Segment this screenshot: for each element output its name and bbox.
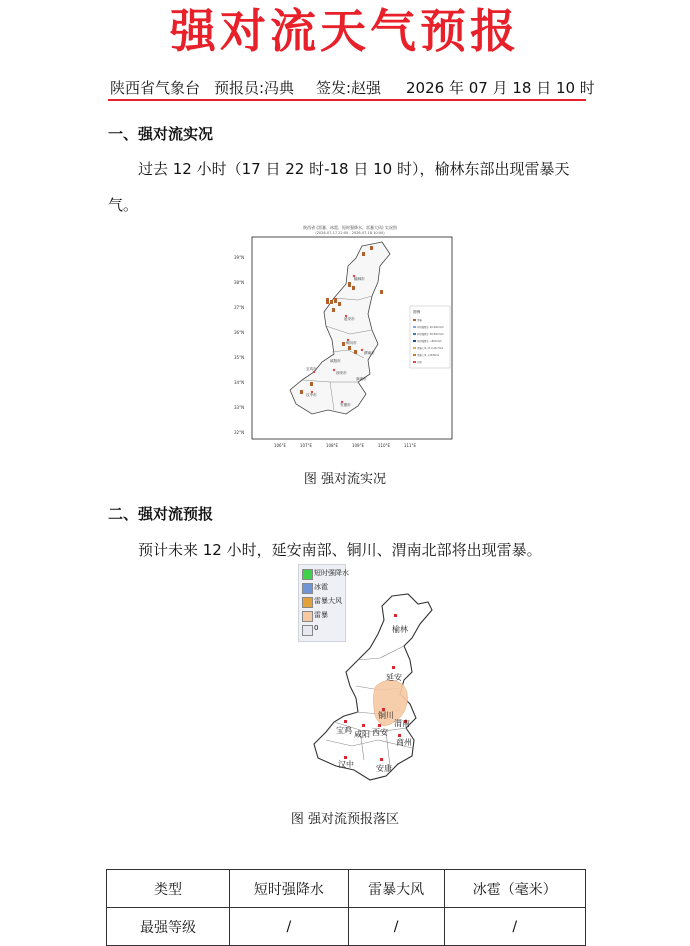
map-label-weinan: 渭南 <box>394 719 410 728</box>
map-label-ankang: 安康 <box>376 764 392 773</box>
legend-label: 雷暴大风 <box>314 597 342 605</box>
map1-city-label: 安康市 <box>340 403 351 407</box>
legend-title: 图例 <box>413 310 421 314</box>
lat-label: 39°N <box>234 255 245 260</box>
observed-map-title: 陕西省 (雷暴、冰雹、短时强降水、雷暴大风) 实况图 <box>303 225 397 230</box>
map-label-xianyang: 咸阳 <box>354 730 370 739</box>
legend-item: 雷暴 <box>417 319 422 322</box>
lat-label: 35°N <box>234 355 245 360</box>
table-header-cell: 雷暴大风 <box>348 870 444 908</box>
table-header-cell: 类型 <box>107 870 230 908</box>
document-header <box>108 76 595 100</box>
map-label-yanan: 延安 <box>386 673 402 682</box>
map1-city-label: 咸阳市 <box>330 359 341 363</box>
observed-map-caption: 图 强对流实况 <box>303 472 387 487</box>
legend-label: 0 <box>314 624 319 632</box>
header-divider <box>108 99 586 101</box>
map1-city-label: 商洛市 <box>356 377 367 381</box>
section1-heading: 一、强对流实况 <box>108 125 214 143</box>
header-signer: 签发:赵强 <box>316 79 382 97</box>
lat-label: 33°N <box>234 405 245 410</box>
table-cell: / <box>348 908 444 946</box>
observed-map <box>230 222 470 454</box>
lat-label: 36°N <box>234 330 245 335</box>
lon-label: 109°E <box>351 443 365 448</box>
legend-item: 雷暴大风 >20.8m/s <box>417 354 440 357</box>
forecast-map-caption: 图 强对流预报落区 <box>290 812 400 827</box>
severity-table <box>106 869 586 946</box>
legend-item: 短时强降水 20-30mm/h <box>417 326 444 329</box>
legend-item: 短时强降水 >50mm/h <box>417 340 442 343</box>
document-title: 强对流天气预报 <box>170 4 520 58</box>
table-cell: / <box>444 908 585 946</box>
legend-label: 冰雹 <box>314 583 328 591</box>
legend-swatch <box>302 569 313 580</box>
observed-map-subtitle: (2026-07-17 22:00 - 2026-07-18 10:00) <box>315 231 385 235</box>
section1-body-line1: 过去 12 小时（17 日 22 时-18 日 10 时），榆林东部出现雷暴天 <box>138 160 570 178</box>
header-forecaster: 预报员:冯典 <box>214 79 295 97</box>
lat-label: 38°N <box>234 280 245 285</box>
map1-city-label: 榆林市 <box>354 277 365 281</box>
map1-city-label: 宝鸡市 <box>306 367 317 371</box>
lat-label: 37°N <box>234 305 245 310</box>
map-label-xian: 西安 <box>372 728 388 737</box>
section2-body: 预计未来 12 小时，延安南部、铜川、渭南北部将出现雷暴。 <box>138 541 542 559</box>
map1-city-label: 铜川市 <box>346 341 357 345</box>
map-label-tongchuan: 铜川 <box>378 711 394 720</box>
legend-item: 冰雹 <box>417 361 422 364</box>
table-cell: 最强等级 <box>107 908 230 946</box>
map-label-hanzhong: 汉中 <box>338 760 354 769</box>
legend-label: 短时强降水 <box>314 569 349 577</box>
table-cell: / <box>230 908 349 946</box>
table-header-row <box>107 870 586 908</box>
legend-item: 雷暴大风 17.2-20.7m/s <box>417 347 444 350</box>
forecast-province-outline <box>314 594 432 780</box>
map-label-yulin: 榆林 <box>392 625 408 634</box>
lon-label: 111°E <box>403 443 417 448</box>
observed-map-legend <box>410 306 450 368</box>
legend-item: 短时强降水 30-50mm/h <box>417 333 444 336</box>
lat-label: 32°N <box>234 430 245 435</box>
lat-label: 34°N <box>234 380 245 385</box>
header-org: 陕西省气象台 <box>110 79 201 97</box>
section1-body-line2: 气。 <box>108 196 139 214</box>
lon-label: 108°E <box>325 443 339 448</box>
legend-label: 雷暴 <box>314 611 328 619</box>
map1-city-label: 延安市 <box>344 317 355 321</box>
lon-label: 106°E <box>273 443 287 448</box>
map-label-baoji: 宝鸡 <box>336 726 352 735</box>
map1-city-label: 西安市 <box>336 371 347 375</box>
table-header-cell: 短时强降水 <box>230 870 349 908</box>
lon-label: 110°E <box>377 443 391 448</box>
lon-label: 107°E <box>299 443 313 448</box>
table-row <box>107 908 586 946</box>
map-label-shangluo: 商州 <box>396 738 412 747</box>
map1-city-label: 渭南市 <box>364 351 375 355</box>
map1-city-label: 汉中市 <box>306 393 317 397</box>
forecast-map <box>300 590 450 786</box>
table-header-cell: 冰雹（毫米） <box>444 870 585 908</box>
section2-heading: 二、强对流预报 <box>108 505 214 523</box>
header-datetime: 2026 年 07 月 18 日 10 时 <box>406 79 595 97</box>
